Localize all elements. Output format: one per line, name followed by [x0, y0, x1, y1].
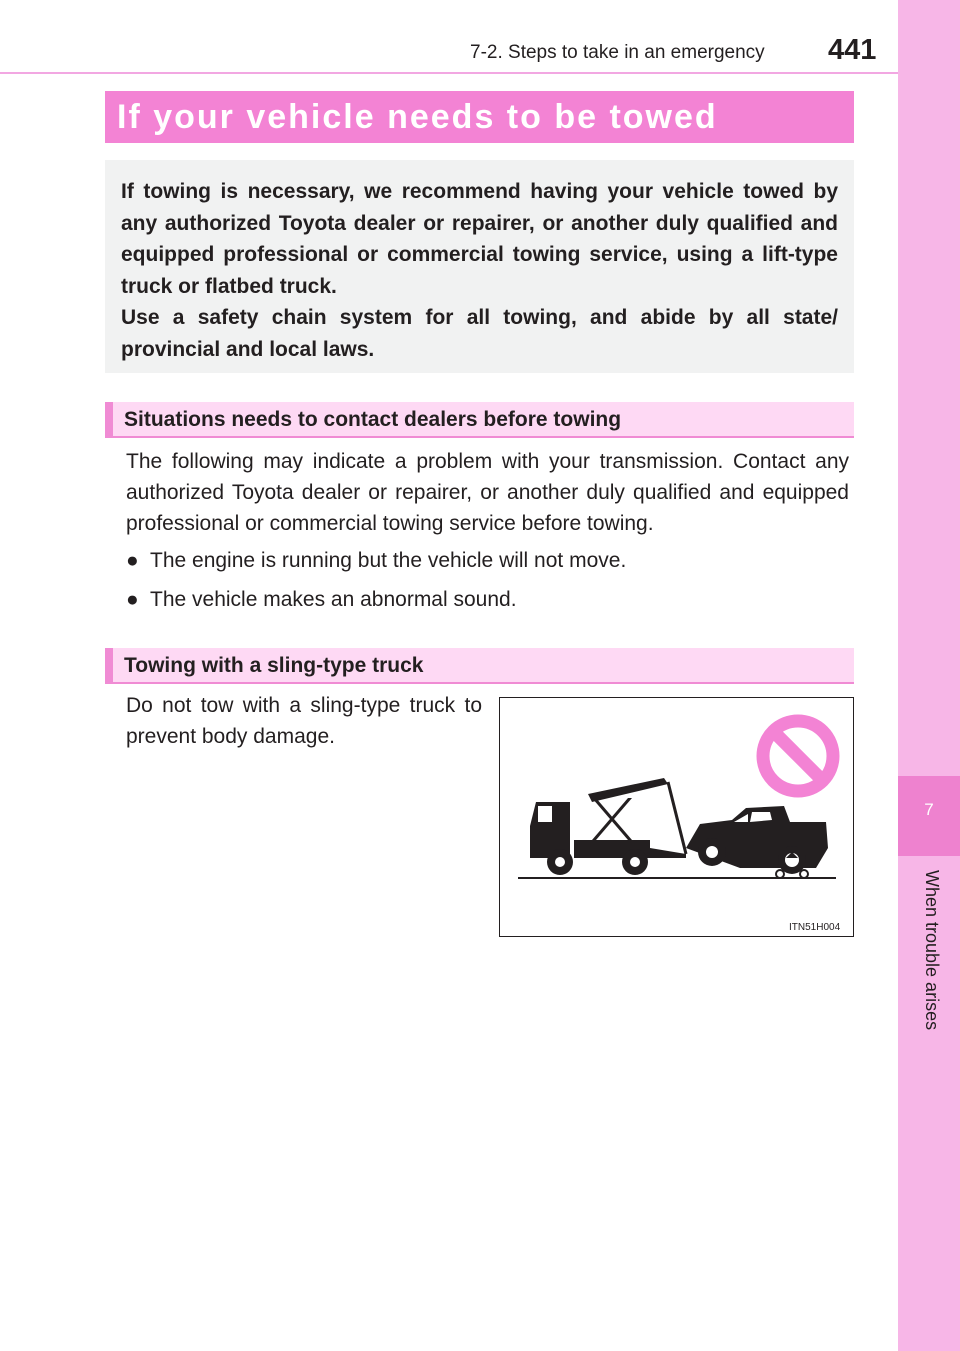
- intro-box: [105, 160, 854, 373]
- bullet-icon: ●: [126, 549, 139, 572]
- side-tab: [898, 0, 960, 1351]
- illustration-code: ITN51H004: [789, 922, 841, 933]
- bullet-text: The vehicle makes an abnormal sound.: [150, 588, 517, 611]
- header-rule: [0, 72, 898, 74]
- subheading-sling-bar: [105, 648, 854, 684]
- intro-line-2: Use a safety chain system for all towing, and abide by all state/ provincial and local laws.: [121, 306, 838, 361]
- section-path: 7-2. Steps to take in an emergency: [470, 42, 765, 63]
- towed-vehicle-icon: [686, 806, 828, 878]
- page-number: 441: [828, 34, 877, 66]
- chapter-title: When trouble arises: [922, 870, 942, 1031]
- bullet-text: The engine is running but the vehicle will not move.: [150, 549, 627, 572]
- tow-truck-icon: [530, 778, 686, 875]
- sling-paragraph: Do not tow with a sling-type truck to prevent body damage.: [126, 694, 482, 748]
- page-title-bar: [105, 91, 854, 143]
- subheading-dealers: Situations needs to contact dealers before towing: [124, 408, 622, 431]
- chapter-number: 7: [924, 800, 934, 819]
- towing-illustration: [499, 697, 854, 937]
- page-title: If your vehicle needs to be towed: [117, 98, 718, 136]
- sling-truck-illustration: [500, 698, 853, 936]
- subheading-dealers-bar: [105, 402, 854, 438]
- dealers-paragraph: The following may indicate a problem with your transmission. Contact any authorized Toyota dealer or repairer, or another duly qualified and equipped professional or commercial towing service before towing.: [126, 450, 849, 535]
- subheading-sling: Towing with a sling-type truck: [124, 654, 424, 677]
- bullet-item: [126, 549, 626, 573]
- bullet-icon: ●: [126, 588, 139, 611]
- bullet-item: [126, 588, 517, 612]
- prohibition-sign-icon: [763, 721, 833, 791]
- intro-line-1: If towing is necessary, we recommend having your vehicle towed by any authorized Toyota dealer or repairer, or another duly qualified and equipped professional or commercial towing service, using a lift-type truck or flatbed truck.: [121, 180, 838, 298]
